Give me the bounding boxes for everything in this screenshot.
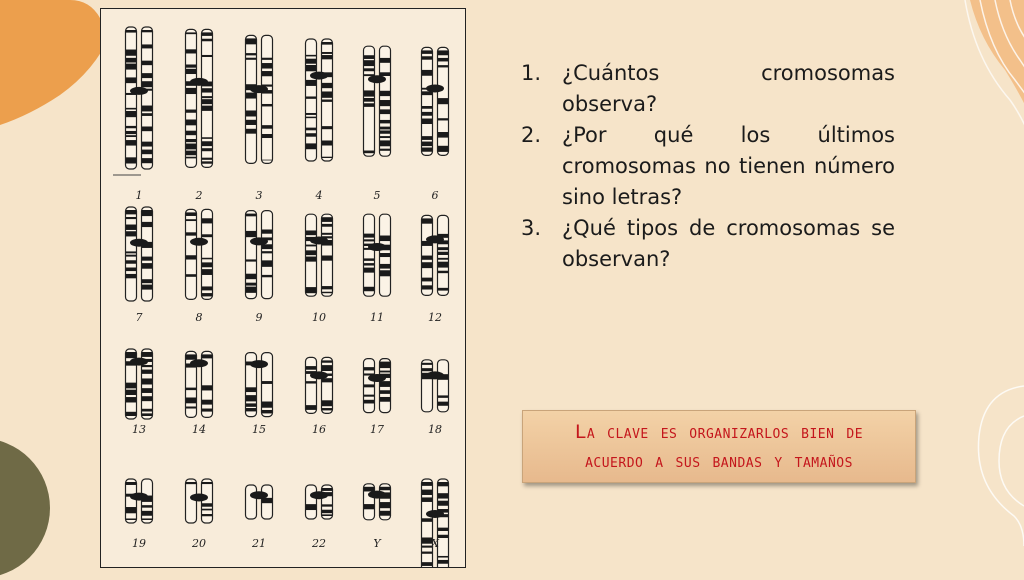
chromosome-pair [364, 359, 391, 413]
chromosome-label: 7 [136, 311, 143, 324]
chromosome-label: X [430, 537, 440, 550]
chromosome-pair [306, 214, 333, 296]
questions-list [518, 58, 895, 275]
chromosome-label: 10 [312, 311, 326, 324]
chromosome-pair [126, 27, 153, 169]
karyotype-drawing [101, 9, 465, 567]
chromosome-label: 15 [252, 423, 266, 436]
callout-text: La clave es organizarlos bien de acuerdo a sus bandas y tamaños [523, 418, 915, 476]
question-text: ¿Por qué los últimos cromosomas no tienen número sino letras? [562, 120, 895, 213]
chromosome-label: 17 [370, 423, 384, 436]
chromosome-label: Y [373, 537, 382, 550]
chromosome-pair [246, 485, 273, 519]
chromosome-label: 11 [370, 311, 384, 324]
callout-box [522, 410, 916, 483]
chromosome-pair [422, 47, 449, 155]
chromosome-pair [422, 360, 449, 412]
chromosome-pair [306, 39, 333, 161]
chromosome-label: 1 [136, 189, 143, 202]
question-text: ¿Qué tipos de cromosomas se observan? [562, 213, 895, 275]
chromosome-pair [422, 479, 449, 567]
chromosome-label: 8 [196, 311, 203, 324]
bottomright-line-decoration [954, 376, 1024, 576]
chromosome-pair [364, 214, 391, 296]
chromosome-pair [126, 479, 153, 523]
chromosome-pair [186, 351, 213, 417]
chromosome-pair [246, 211, 273, 299]
chromosome-label: 3 [256, 189, 263, 202]
question-number: 2. [521, 120, 541, 151]
chromosome-label: 14 [192, 423, 206, 436]
chromosome-pair [246, 35, 273, 163]
chromosome-label: 9 [256, 311, 263, 324]
chromosome-label: 12 [428, 311, 442, 324]
question-item [518, 120, 895, 213]
chromosome-pair [126, 349, 153, 419]
chromosome-pair [186, 29, 213, 167]
chromosome-label: 2 [195, 189, 203, 202]
chromosome-pair [126, 207, 153, 301]
chromosome-label: 16 [312, 423, 326, 436]
chromosome-pair [364, 46, 391, 156]
chromosome-label: 19 [132, 537, 146, 550]
chromosome-label: 18 [428, 423, 442, 436]
olive-circle-shape [0, 440, 60, 580]
chromosome-label: 20 [191, 537, 206, 550]
question-number: 3. [521, 213, 541, 244]
question-item [518, 58, 895, 120]
chromosome-pair [186, 209, 213, 299]
chromosome-pair [186, 479, 213, 523]
question-text: ¿Cuántos cromosomas observa? [562, 58, 895, 120]
chromosome-pair [306, 357, 333, 413]
chromosome-label: 22 [311, 537, 326, 550]
chromosome-pair [306, 485, 333, 519]
karyotype-figure [100, 8, 466, 568]
chromosome-label: 4 [315, 189, 323, 202]
chromosome-pair [364, 484, 391, 520]
chromosome-pair [422, 215, 449, 295]
chromosome-label: 13 [132, 423, 146, 436]
chromosome-label: 6 [432, 189, 439, 202]
chromosome-pair [246, 353, 273, 417]
topright-swirl-shape [960, 0, 1024, 200]
chromosome-label: 21 [251, 537, 266, 550]
chromosome-label: 5 [374, 189, 381, 202]
question-item [518, 213, 895, 275]
question-number: 1. [521, 58, 541, 89]
